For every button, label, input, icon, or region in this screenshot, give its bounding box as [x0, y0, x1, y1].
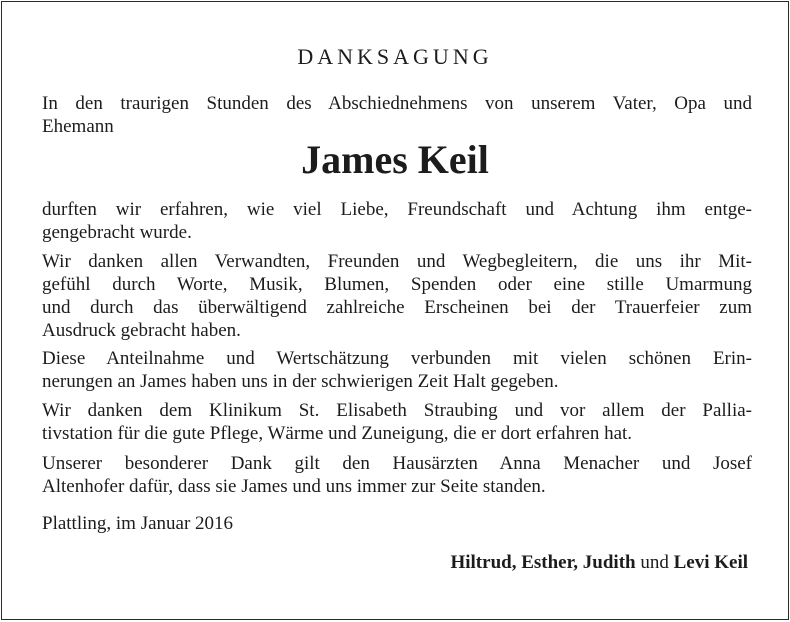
paragraph-line: gefühl durch Worte, Musik, Blumen, Spenden oder eine stille Umarmung: [42, 274, 752, 295]
deceased-name: James Keil: [301, 137, 489, 182]
obituary-notice: [1, 1, 789, 620]
thanks-paragraph-2: [42, 250, 752, 342]
paragraph-line: und durch das überwältigend zahlreiche Erscheinen bei der Trauerfeier zum: [42, 297, 752, 318]
paragraph-line: tivstation für die gute Pflege, Wärme und Zuneigung, die er dort erfahren hat.: [42, 423, 633, 444]
signature-connector: und: [640, 552, 669, 573]
thanks-paragraph-5: [42, 452, 752, 498]
paragraph-line: Ausdruck gebracht haben.: [42, 320, 241, 341]
place-date-text: Plattling, im Januar 2016: [42, 513, 234, 534]
notice-heading: DANKSAGUNG: [297, 44, 493, 69]
intro-paragraph: [42, 92, 752, 138]
paragraph-line: durften wir erfahren, wie viel Liebe, Freundschaft und Achtung ihm entge-: [42, 199, 752, 220]
thanks-paragraph-4: [42, 399, 752, 445]
paragraph-line: Wir danken allen Verwandten, Freunden und Wegbegleitern, die uns ihr Mit-: [42, 251, 752, 272]
thanks-paragraph-3: [42, 347, 752, 393]
paragraph-line: gengebracht wurde.: [42, 222, 192, 243]
signature-names: Hiltrud, Esther, Judith: [450, 552, 636, 573]
place-date: [42, 512, 752, 535]
signature: [450, 551, 748, 574]
intro-line: In den traurigen Stunden des Abschiednehmens von unserem Vater, Opa und: [42, 93, 752, 114]
paragraph-line: nerungen an James haben uns in der schwierigen Zeit Halt gegeben.: [42, 371, 559, 392]
paragraph-line: Unserer besonderer Dank gilt den Hausärzten Anna Menacher und Josef: [42, 453, 752, 474]
intro-line: Ehemann: [42, 116, 114, 137]
paragraph-line: Wir danken dem Klinikum St. Elisabeth Straubing und vor allem der Pallia-: [42, 400, 752, 421]
signature-last-name: Levi Keil: [673, 552, 748, 573]
paragraph-line: Altenhofer dafür, dass sie James und uns immer zur Seite standen.: [42, 476, 546, 497]
thanks-paragraph-1: [42, 198, 752, 244]
paragraph-line: Diese Anteilnahme und Wertschätzung verbunden mit vielen schönen Erin-: [42, 348, 752, 369]
